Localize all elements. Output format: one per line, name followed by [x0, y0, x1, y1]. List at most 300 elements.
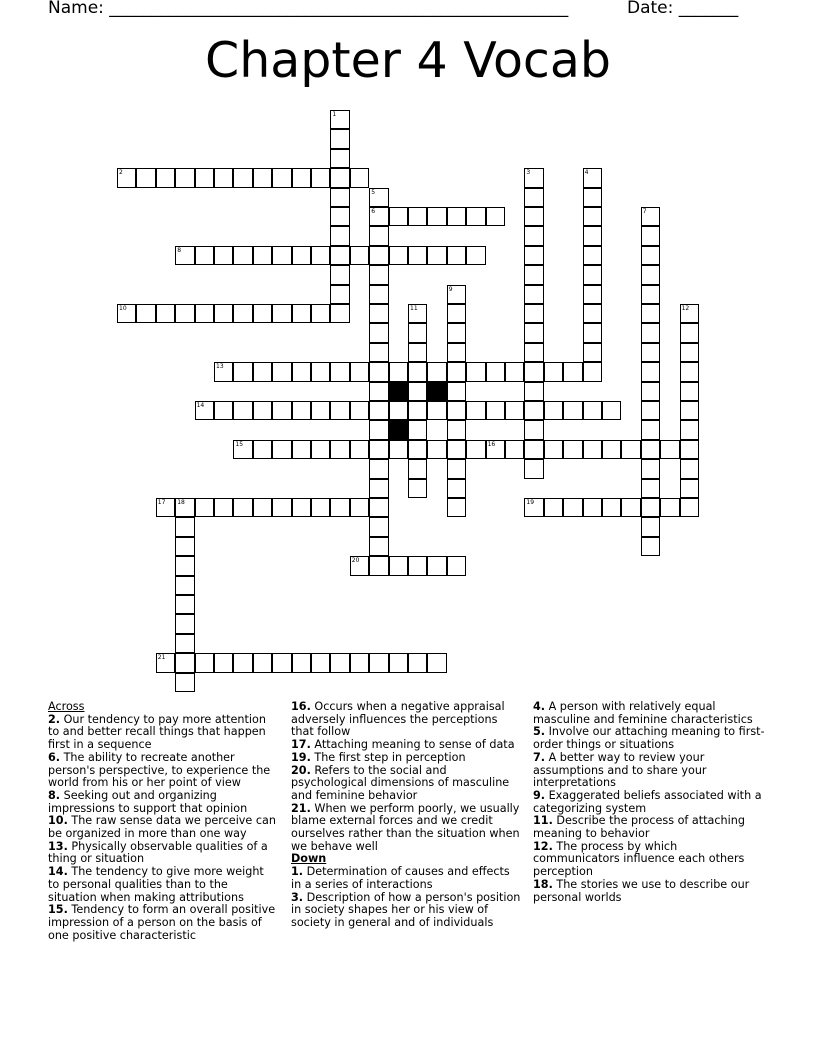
crossword-cell[interactable]	[214, 653, 233, 672]
crossword-cell[interactable]	[272, 440, 291, 459]
crossword-cell[interactable]	[408, 246, 427, 265]
crossword-cell[interactable]	[427, 653, 446, 672]
clue-text: When we perform poorly, we usually blame external forces and we credit ourselves rather than the situation when we behave well	[291, 801, 520, 853]
crossword-cell[interactable]	[175, 556, 194, 575]
across-clue	[291, 803, 523, 854]
crossword-cell[interactable]	[214, 304, 233, 323]
crossword-cell[interactable]	[272, 401, 291, 420]
crossword-cell[interactable]	[330, 207, 349, 226]
crossword-cell[interactable]	[136, 304, 155, 323]
clue-number: 7	[642, 208, 647, 215]
crossword-cell[interactable]	[641, 304, 660, 323]
crossword-cell[interactable]	[524, 382, 543, 401]
crossword-cell[interactable]	[524, 168, 543, 187]
crossword-cell[interactable]	[524, 459, 543, 478]
crossword-cell[interactable]	[369, 459, 388, 478]
crossword-cell[interactable]	[369, 382, 388, 401]
clue-number-label: 2.	[48, 712, 61, 726]
crossword-cell[interactable]	[524, 401, 543, 420]
clues-column-2	[291, 701, 523, 930]
crossword-cell[interactable]	[175, 537, 194, 556]
crossword-cell[interactable]	[524, 207, 543, 226]
clue-number: 18	[177, 499, 185, 506]
crossword-cell[interactable]	[272, 168, 291, 187]
clue-text: Tendency to form an overall positive impression of a person on the basis of one positive characteristic	[48, 903, 276, 942]
crossword-cell[interactable]	[311, 653, 330, 672]
crossword-cell[interactable]	[272, 653, 291, 672]
crossword-cell[interactable]	[447, 246, 466, 265]
clue-number: 3	[526, 169, 531, 177]
crossword-cell[interactable]	[641, 420, 660, 439]
crossword-cell[interactable]	[524, 362, 543, 381]
clue-text: The stories we use to describe our personal worlds	[533, 877, 750, 904]
clue-number: 19	[526, 499, 535, 506]
crossword-cell[interactable]	[214, 362, 233, 381]
crossword-cell[interactable]	[175, 595, 194, 614]
crossword-cell[interactable]	[330, 168, 349, 187]
crossword-cell[interactable]	[486, 401, 505, 420]
crossword-cell[interactable]	[641, 207, 660, 226]
crossword-cell[interactable]	[311, 168, 330, 187]
crossword-cell[interactable]	[175, 634, 194, 653]
crossword-cell[interactable]	[330, 188, 349, 207]
crossword-cell[interactable]	[583, 343, 602, 362]
crossword-cell[interactable]	[233, 168, 252, 187]
crossword-cell[interactable]	[292, 498, 311, 517]
down-heading: Down	[291, 852, 327, 866]
crossword-cell[interactable]	[175, 498, 194, 517]
crossword-cell[interactable]	[253, 168, 272, 187]
date-field-label: Date: _______	[627, 0, 739, 18]
crossword-cell[interactable]	[408, 459, 427, 478]
crossword-cell[interactable]	[408, 556, 427, 575]
crossword-cell[interactable]	[447, 323, 466, 342]
clue-text: Refers to the social and psychological dimensions of masculine and feminine behavior	[291, 763, 510, 802]
crossword-cell[interactable]	[350, 401, 369, 420]
crossword-cell[interactable]	[641, 382, 660, 401]
crossword-cell[interactable]	[311, 362, 330, 381]
crossword-cell[interactable]	[369, 207, 388, 226]
crossword-cell[interactable]	[136, 168, 155, 187]
crossword-cell[interactable]	[680, 459, 699, 478]
crossword-cell[interactable]	[330, 149, 349, 168]
crossword-cell[interactable]	[641, 459, 660, 478]
crossword-cell[interactable]	[680, 401, 699, 420]
crossword-cell[interactable]	[272, 498, 291, 517]
across-clue	[48, 866, 278, 904]
across-clue	[48, 790, 278, 815]
crossword-cell[interactable]	[175, 304, 194, 323]
crossword-cell[interactable]	[350, 653, 369, 672]
crossword-cell[interactable]	[602, 498, 621, 517]
crossword-cell[interactable]	[175, 517, 194, 536]
crossword-cell[interactable]	[524, 440, 543, 459]
crossword-cell[interactable]	[330, 440, 349, 459]
crossword-cell[interactable]	[583, 246, 602, 265]
clue-text: The tendency to give more weight to personal qualities than to the situation when making attributions	[48, 865, 264, 904]
crossword-cell[interactable]	[369, 498, 388, 517]
clue-number-label: 11.	[533, 814, 553, 828]
crossword-cell[interactable]	[602, 440, 621, 459]
clue-number-label: 3.	[291, 890, 304, 904]
crossword-cell[interactable]	[505, 401, 524, 420]
crossword-block	[389, 382, 408, 401]
crossword-cell[interactable]	[466, 362, 485, 381]
crossword-cell[interactable]	[292, 304, 311, 323]
clue-text: Physically observable qualities of a thing or situation	[48, 839, 268, 866]
crossword-cell[interactable]	[330, 265, 349, 284]
crossword-cell[interactable]	[195, 304, 214, 323]
crossword-cell[interactable]	[272, 246, 291, 265]
crossword-cell[interactable]	[544, 498, 563, 517]
crossword-cell[interactable]	[447, 362, 466, 381]
crossword-cell[interactable]	[253, 246, 272, 265]
crossword-cell[interactable]	[583, 168, 602, 187]
crossword-cell[interactable]	[330, 226, 349, 245]
crossword-cell[interactable]	[350, 246, 369, 265]
crossword-cell[interactable]	[427, 207, 446, 226]
crossword-cell[interactable]	[389, 653, 408, 672]
crossword-cell[interactable]	[524, 304, 543, 323]
crossword-cell[interactable]	[466, 207, 485, 226]
crossword-cell[interactable]	[447, 459, 466, 478]
crossword-cell[interactable]	[427, 556, 446, 575]
crossword-cell[interactable]	[272, 304, 291, 323]
crossword-cell[interactable]	[369, 517, 388, 536]
crossword-cell[interactable]	[195, 401, 214, 420]
crossword-cell[interactable]	[311, 401, 330, 420]
clue-number: 20	[351, 557, 360, 565]
across-clue	[48, 841, 278, 866]
crossword-cell[interactable]	[641, 537, 660, 556]
clue-number: 10	[119, 305, 127, 312]
clues-column-1	[48, 701, 278, 942]
crossword-cell[interactable]	[233, 498, 252, 517]
crossword-cell[interactable]	[583, 304, 602, 323]
crossword-cell[interactable]	[524, 323, 543, 342]
clue-number-label: 9.	[533, 788, 546, 802]
across-clue	[291, 765, 523, 803]
crossword-cell[interactable]	[583, 323, 602, 342]
crossword-cell[interactable]	[292, 246, 311, 265]
clue-number: 4	[584, 169, 589, 177]
down-clue	[533, 701, 765, 726]
crossword-cell[interactable]	[195, 168, 214, 187]
crossword-cell[interactable]	[253, 401, 272, 420]
crossword-cell[interactable]	[369, 323, 388, 342]
clues-column-3	[533, 701, 765, 904]
crossword-cell[interactable]	[524, 498, 543, 517]
crossword-cell[interactable]	[214, 168, 233, 187]
crossword-cell[interactable]	[369, 537, 388, 556]
crossword-cell[interactable]	[680, 362, 699, 381]
crossword-cell[interactable]	[350, 498, 369, 517]
clue-number: 15	[235, 440, 244, 448]
crossword-cell[interactable]	[408, 420, 427, 439]
crossword-cell[interactable]	[214, 401, 233, 420]
clue-number: 6	[371, 208, 376, 215]
crossword-cell[interactable]	[466, 401, 485, 420]
crossword-cell[interactable]	[350, 362, 369, 381]
crossword-cell[interactable]	[292, 168, 311, 187]
clue-number-label: 8.	[48, 788, 61, 802]
crossword-cell[interactable]	[563, 362, 582, 381]
crossword-cell[interactable]	[583, 440, 602, 459]
crossword-cell[interactable]	[544, 362, 563, 381]
crossword-cell[interactable]	[524, 265, 543, 284]
crossword-cell[interactable]	[330, 498, 349, 517]
crossword-cell[interactable]	[311, 498, 330, 517]
crossword-cell[interactable]	[641, 265, 660, 284]
crossword-cell[interactable]	[408, 207, 427, 226]
crossword-cell[interactable]	[486, 440, 505, 459]
crossword-cell[interactable]	[680, 382, 699, 401]
clue-number-label: 1.	[291, 865, 304, 879]
clue-number-label: 14.	[48, 865, 68, 879]
crossword-cell[interactable]	[330, 653, 349, 672]
crossword-cell[interactable]	[486, 207, 505, 226]
crossword-cell[interactable]	[117, 168, 136, 187]
crossword-cell[interactable]	[369, 304, 388, 323]
crossword-cell[interactable]	[369, 440, 388, 459]
crossword-cell[interactable]	[680, 323, 699, 342]
crossword-cell[interactable]	[330, 304, 349, 323]
crossword-cell[interactable]	[680, 343, 699, 362]
crossword-cell[interactable]	[311, 304, 330, 323]
crossword-cell[interactable]	[447, 401, 466, 420]
crossword-cell[interactable]	[253, 653, 272, 672]
crossword-cell[interactable]	[233, 246, 252, 265]
crossword-cell[interactable]	[621, 440, 640, 459]
crossword-cell[interactable]	[156, 653, 175, 672]
crossword-cell[interactable]	[311, 246, 330, 265]
crossword-cell[interactable]	[680, 304, 699, 323]
crossword-cell[interactable]	[253, 304, 272, 323]
crossword-cell[interactable]	[524, 226, 543, 245]
crossword-cell[interactable]	[156, 304, 175, 323]
crossword-cell[interactable]	[175, 614, 194, 633]
crossword-cell[interactable]	[563, 401, 582, 420]
crossword-cell[interactable]	[369, 188, 388, 207]
crossword-cell[interactable]	[524, 285, 543, 304]
down-clue	[533, 752, 765, 790]
crossword-cell[interactable]	[350, 440, 369, 459]
crossword-cell[interactable]	[524, 420, 543, 439]
crossword-cell[interactable]	[447, 498, 466, 517]
crossword-cell[interactable]	[369, 556, 388, 575]
crossword-cell[interactable]	[660, 440, 679, 459]
crossword-cell[interactable]	[408, 304, 427, 323]
crossword-cell[interactable]	[680, 498, 699, 517]
crossword-cell[interactable]	[253, 440, 272, 459]
crossword-cell[interactable]	[292, 362, 311, 381]
crossword-cell[interactable]	[369, 479, 388, 498]
clue-number: 1	[332, 111, 337, 118]
crossword-cell[interactable]	[427, 401, 446, 420]
crossword-cell[interactable]	[330, 285, 349, 304]
crossword-cell[interactable]	[408, 362, 427, 381]
crossword-cell[interactable]	[233, 440, 252, 459]
crossword-cell[interactable]	[447, 207, 466, 226]
crossword-cell[interactable]	[427, 362, 446, 381]
crossword-cell[interactable]	[641, 246, 660, 265]
crossword-cell[interactable]	[330, 246, 349, 265]
crossword-cell[interactable]	[369, 343, 388, 362]
crossword-cell[interactable]	[583, 498, 602, 517]
clue-text: Exaggerated beliefs associated with a categorizing system	[533, 788, 762, 815]
crossword-cell[interactable]	[175, 168, 194, 187]
crossword-cell[interactable]	[466, 246, 485, 265]
crossword-cell[interactable]	[408, 343, 427, 362]
crossword-cell[interactable]	[544, 401, 563, 420]
crossword-cell[interactable]	[389, 556, 408, 575]
crossword-cell[interactable]	[427, 246, 446, 265]
crossword-block	[427, 382, 446, 401]
crossword-cell[interactable]	[447, 304, 466, 323]
crossword-cell[interactable]	[447, 420, 466, 439]
clue-number-label: 17.	[291, 738, 311, 752]
crossword-cell[interactable]	[292, 653, 311, 672]
crossword-cell[interactable]	[641, 440, 660, 459]
crossword-cell[interactable]	[389, 440, 408, 459]
crossword-cell[interactable]	[408, 479, 427, 498]
crossword-cell[interactable]	[680, 440, 699, 459]
crossword-cell[interactable]	[330, 401, 349, 420]
crossword-cell[interactable]	[350, 556, 369, 575]
clue-text: Involve our attaching meaning to first-order things or situations	[533, 725, 765, 752]
clue-text: Seeking out and organizing impressions to support that opinion	[48, 788, 248, 815]
crossword-cell[interactable]	[641, 517, 660, 536]
crossword-cell[interactable]	[350, 168, 369, 187]
crossword-cell[interactable]	[583, 207, 602, 226]
crossword-cell[interactable]	[389, 401, 408, 420]
crossword-cell[interactable]	[175, 246, 194, 265]
crossword-cell[interactable]	[447, 479, 466, 498]
crossword-cell[interactable]	[369, 226, 388, 245]
crossword-cell[interactable]	[369, 401, 388, 420]
crossword-cell[interactable]	[427, 440, 446, 459]
crossword-cell[interactable]	[505, 440, 524, 459]
clue-number-label: 21.	[291, 801, 311, 815]
crossword-cell[interactable]	[195, 498, 214, 517]
crossword-cell[interactable]	[369, 285, 388, 304]
crossword-cell[interactable]	[621, 498, 640, 517]
crossword-cell[interactable]	[233, 401, 252, 420]
crossword-cell[interactable]	[680, 420, 699, 439]
crossword-cell[interactable]	[524, 343, 543, 362]
crossword-cell[interactable]	[156, 168, 175, 187]
crossword-cell[interactable]	[175, 576, 194, 595]
crossword-cell[interactable]	[292, 440, 311, 459]
crossword-cell[interactable]	[583, 226, 602, 245]
crossword-cell[interactable]	[486, 362, 505, 381]
clue-number-label: 13.	[48, 839, 68, 853]
crossword-cell[interactable]	[583, 401, 602, 420]
crossword-cell[interactable]	[641, 285, 660, 304]
crossword-cell[interactable]	[330, 362, 349, 381]
clue-number-label: 15.	[48, 903, 68, 917]
crossword-cell[interactable]	[214, 246, 233, 265]
crossword-cell[interactable]	[369, 653, 388, 672]
crossword-cell[interactable]	[330, 110, 349, 129]
across-clue	[291, 701, 523, 739]
crossword-cell[interactable]	[311, 440, 330, 459]
crossword-cell[interactable]	[175, 673, 194, 692]
crossword-cell[interactable]	[505, 362, 524, 381]
crossword-cell[interactable]	[641, 362, 660, 381]
crossword-cell[interactable]	[447, 556, 466, 575]
crossword-cell[interactable]	[447, 382, 466, 401]
crossword-cell[interactable]	[447, 343, 466, 362]
crossword-cell[interactable]	[408, 323, 427, 342]
crossword-cell[interactable]	[641, 343, 660, 362]
crossword-cell[interactable]	[253, 498, 272, 517]
clue-text: A person with relatively equal masculine and feminine characteristics	[533, 700, 753, 726]
crossword-cell[interactable]	[369, 362, 388, 381]
crossword-cell[interactable]	[214, 498, 233, 517]
clue-number: 17	[157, 499, 166, 506]
crossword-cell[interactable]	[524, 246, 543, 265]
crossword-cell[interactable]	[563, 440, 582, 459]
crossword-cell[interactable]	[583, 188, 602, 207]
crossword-cell[interactable]	[175, 653, 194, 672]
crossword-cell[interactable]	[253, 362, 272, 381]
crossword-cell[interactable]	[195, 246, 214, 265]
crossword-cell[interactable]	[330, 129, 349, 148]
crossword-cell[interactable]	[641, 323, 660, 342]
crossword-cell[interactable]	[369, 265, 388, 284]
clue-text: A better way to review your assumptions and to share your interpretations	[533, 750, 707, 790]
crossword-cell[interactable]	[524, 188, 543, 207]
crossword-cell[interactable]	[544, 440, 563, 459]
crossword-cell[interactable]	[195, 653, 214, 672]
crossword-cell[interactable]	[583, 362, 602, 381]
crossword-cell[interactable]	[408, 382, 427, 401]
crossword-cell[interactable]	[447, 285, 466, 304]
crossword-cell[interactable]	[389, 246, 408, 265]
crossword-cell[interactable]	[641, 498, 660, 517]
page-title: Chapter 4 Vocab	[205, 32, 611, 89]
crossword-cell[interactable]	[369, 420, 388, 439]
crossword-cell[interactable]	[583, 265, 602, 284]
crossword-cell[interactable]	[408, 653, 427, 672]
crossword-cell[interactable]	[641, 401, 660, 420]
crossword-cell[interactable]	[680, 479, 699, 498]
crossword-cell[interactable]	[233, 304, 252, 323]
crossword-cell[interactable]	[292, 401, 311, 420]
crossword-cell[interactable]	[389, 362, 408, 381]
crossword-cell[interactable]	[408, 401, 427, 420]
crossword-cell[interactable]	[660, 498, 679, 517]
crossword-cell[interactable]	[447, 440, 466, 459]
crossword-cell[interactable]	[369, 246, 388, 265]
clue-number: 9	[448, 285, 453, 293]
crossword-cell[interactable]	[602, 401, 621, 420]
crossword-cell[interactable]	[233, 362, 252, 381]
crossword-cell[interactable]	[272, 362, 291, 381]
crossword-cell[interactable]	[641, 479, 660, 498]
crossword-cell[interactable]	[233, 653, 252, 672]
crossword-cell[interactable]	[583, 285, 602, 304]
crossword-cell[interactable]	[563, 498, 582, 517]
crossword-cell[interactable]	[641, 226, 660, 245]
crossword-cell[interactable]	[466, 440, 485, 459]
crossword-cell[interactable]	[389, 207, 408, 226]
clue-text: Describe the process of attaching meaning to behavior	[533, 814, 745, 841]
crossword-cell[interactable]	[117, 304, 136, 323]
crossword-cell[interactable]	[156, 498, 175, 517]
crossword-cell[interactable]	[408, 440, 427, 459]
